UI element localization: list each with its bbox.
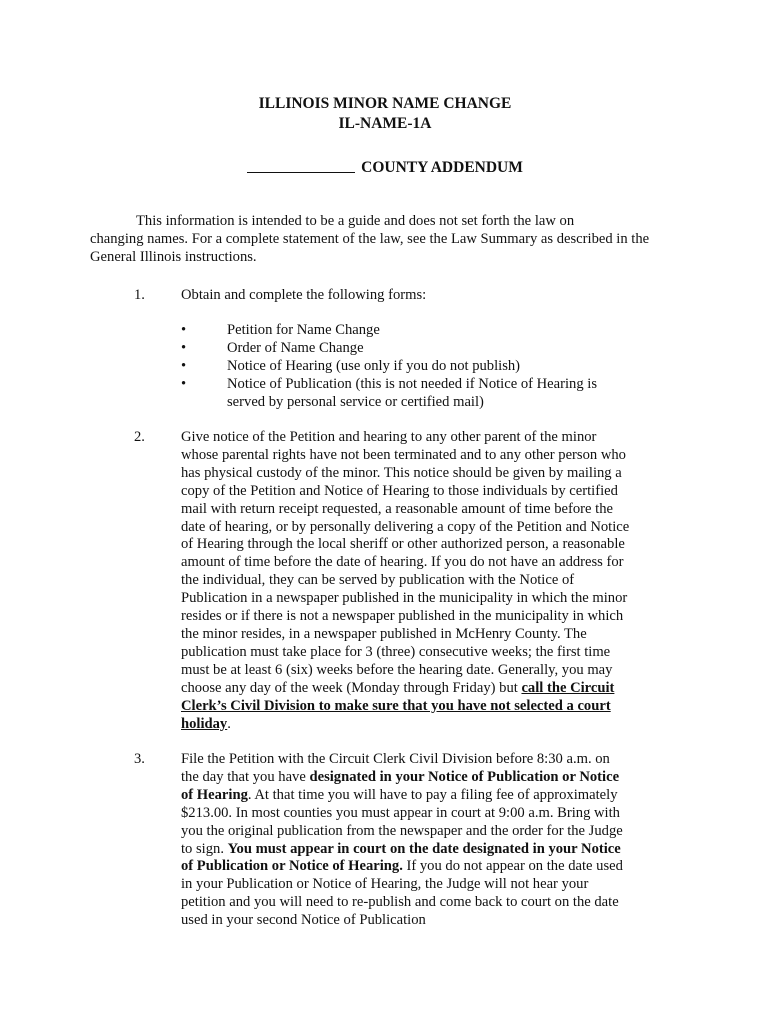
county-addendum-heading (0, 157, 770, 177)
list-item-text: Petition for Name Change (227, 322, 380, 338)
intro-rest: changing names. For a complete statement of the law, see the Law Summary as described in the General Illinois instructions. (90, 230, 650, 265)
forms-list (181, 322, 631, 412)
step-2-end: . (227, 715, 231, 732)
county-blank-line (247, 157, 355, 173)
document-title: ILLINOIS MINOR NAME CHANGE (258, 95, 512, 112)
list-item-text: Notice of Hearing (use only if you do not publish) (227, 357, 521, 374)
step-3-number: 3. (134, 751, 145, 767)
bullet-icon: • (181, 375, 187, 392)
list-item-text: Notice of Publication (this is not needed if Notice of Hearing is served by personal service or certified mail) (227, 375, 598, 410)
list-item (181, 340, 631, 358)
list-item (181, 322, 631, 340)
intro-first-line: This information is intended to be a guide and does not set forth the law on (136, 213, 575, 229)
form-code: IL-NAME-1A (338, 115, 432, 132)
list-item (181, 358, 631, 376)
step-3-text-b: . At that time you will have to pay a filing fee of approximately $213.00. In most counties you must appear in court at 9:00 a.m. Bring with you the original publication from the newspaper and the order for the Judge to sign. (181, 786, 623, 857)
step-2-text: Give notice of the Petition and hearing to any other parent of the minor whose parental rights have not been terminated and to any other person who has physical custody of the minor. This notice should be given by mailing a copy of the Petition and Notice of Hearing to those individuals by certified mail with return receipt requested, a reasonable amount of time before the date of hearing, or by personally delivering a copy of the Petition and Notice of Hearing through the local sheriff or other authorized person, a reasonable amount of time before the date of hearing. If you do not have an address for the individual, they can be served by publication with the Notice of Publication in a newspaper published in the municipality in which the minor resides or if there is not a newspaper published in the municipality in which the minor resides, in a newspaper published in McHenry County. The publication must take place for 3 (three) consecutive weeks; the first time must be at least 6 (six) weeks before the hearing date. Generally, you may choose any day of the week (Monday through Friday) but (181, 429, 630, 696)
county-addendum-label: COUNTY ADDENDUM (361, 159, 523, 176)
bullet-icon: • (181, 322, 187, 338)
step-2-paragraph (181, 429, 631, 733)
step-3-bold-b: You must appear in court on the date designated in your Notice of Publication or Notice of Hearing. (181, 840, 621, 875)
step-3-text-a: File the Petition with the Circuit Clerk Civil Division before 8:30 a.m. on the day that you have (181, 751, 610, 785)
step-1-number: 1. (134, 287, 145, 303)
bullet-icon: • (181, 339, 187, 356)
bullet-icon: • (181, 357, 187, 374)
step-3-paragraph (181, 751, 631, 930)
list-item (181, 376, 631, 412)
step-2-number: 2. (134, 429, 145, 445)
circuit-clerk-emphasis: call the Circuit Clerk’s Civil Division to make sure that you have not selected a court holiday (181, 679, 615, 732)
list-item-text: Order of Name Change (227, 339, 364, 356)
step-3-bold-a: designated in your Notice of Publication or Notice of Hearing (181, 768, 620, 803)
step-3-text-c: If you do not appear on the date used in your Publication or Notice of Hearing, the Judge will not hear your petition and you will need to re-publish and come back to court on the date used in your second Notice of Publication (181, 858, 623, 929)
step-1-text: Obtain and complete the following forms: (181, 287, 427, 303)
intro-paragraph (90, 213, 650, 267)
